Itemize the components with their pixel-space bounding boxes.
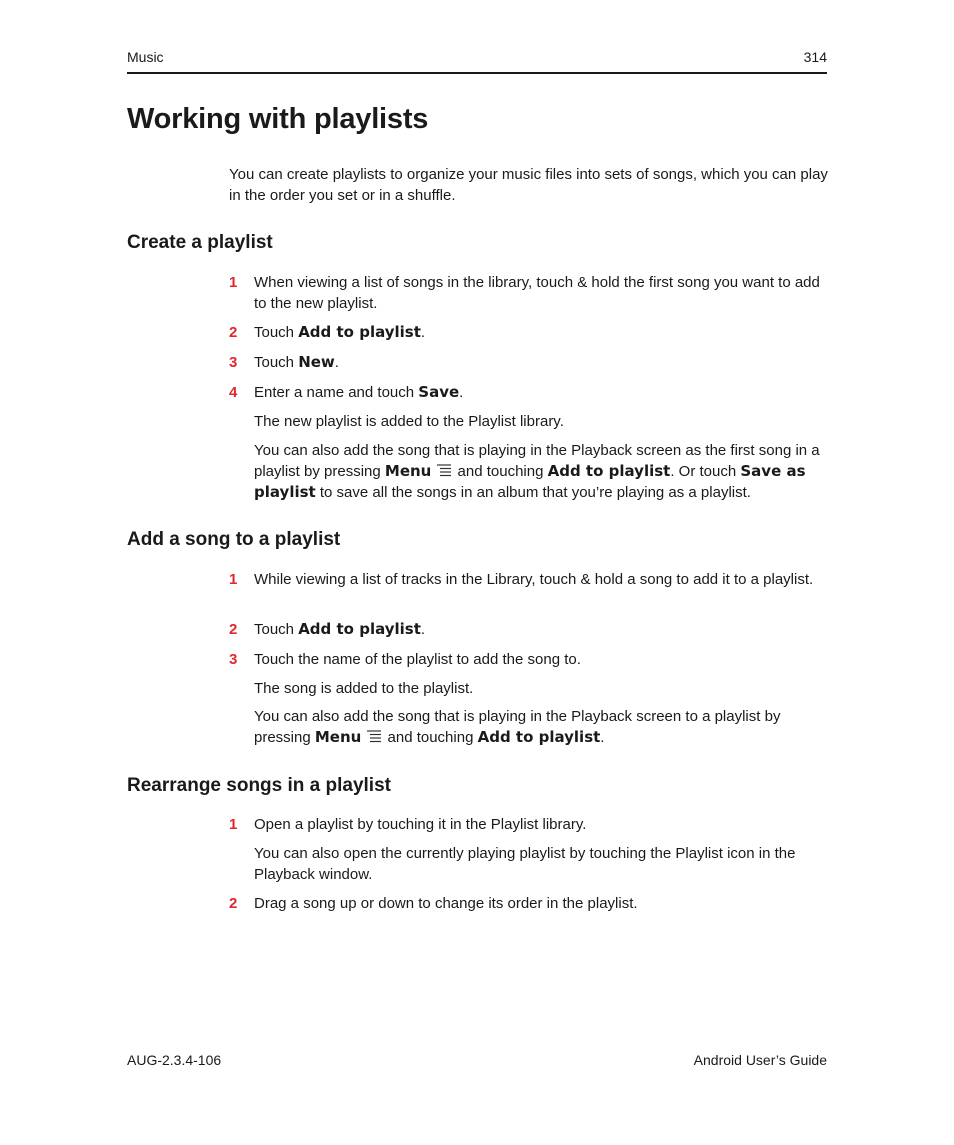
step-number: 1 [229, 571, 238, 588]
create-step-3 [229, 352, 829, 373]
create-step-1 [229, 272, 829, 314]
ui-label: New [298, 353, 335, 371]
ui-label: Add to playlist [477, 728, 601, 746]
step-number: 1 [229, 816, 238, 833]
ui-label: Save as playlist [254, 462, 806, 501]
step-text: Drag a song up or down to change its order in the playlist. [254, 895, 638, 912]
ui-label: Menu [314, 728, 362, 746]
ui-label: Add to playlist [547, 462, 671, 480]
step-number: 2 [229, 621, 238, 638]
step-text: When viewing a list of songs in the library, touch & hold the first song you want to add to the new playlist. [254, 274, 820, 312]
create-note-1: The new playlist is added to the Playlist library. [254, 413, 564, 430]
ui-label: Add to playlist [298, 323, 421, 341]
header-page-number: 314 [803, 49, 827, 65]
heading-create-playlist: Create a playlist [127, 232, 273, 253]
header-section: Music [127, 49, 164, 65]
footer-doc-id: AUG-2.3.4-106 [127, 1052, 222, 1068]
step-text: While viewing a list of tracks in the Library, touch & hold a song to add it to a playlist. [254, 571, 814, 588]
step-number: 3 [229, 354, 238, 371]
step-number: 2 [229, 324, 238, 341]
step-number: 2 [229, 895, 238, 912]
add-note-2: You can also add the song that is playing in the Playback screen to a playlist by pressing Menu and touching Add to playlist. [254, 708, 781, 746]
add-note-1: The song is added to the playlist. [254, 680, 474, 697]
intro-paragraph: You can create playlists to organize your music files into sets of songs, which you can play in the order you set or in a shuffle. [229, 166, 828, 204]
step-text: Touch Add to playlist. [254, 323, 426, 341]
step-text: Touch the name of the playlist to add the song to. [254, 651, 581, 668]
rearrange-step-2 [229, 893, 829, 914]
add-step-2 [229, 619, 829, 640]
step-text: Open a playlist by touching it in the Playlist library. [254, 816, 587, 833]
create-step-4 [229, 382, 829, 403]
step-text: Enter a name and touch Save. [254, 383, 464, 401]
rearrange-step-1 [229, 814, 829, 835]
ui-label: Add to playlist [298, 620, 421, 638]
step-text: Touch New. [254, 353, 339, 371]
page-header [127, 48, 827, 74]
ui-label: Menu [384, 462, 432, 480]
step-number: 1 [229, 274, 238, 291]
heading-rearrange: Rearrange songs in a playlist [127, 775, 391, 796]
add-step-3 [229, 649, 829, 670]
step-number: 4 [229, 384, 238, 401]
menu-icon [367, 730, 381, 744]
step-number: 3 [229, 651, 238, 668]
create-step-2 [229, 322, 829, 343]
create-note-2: You can also add the song that is playing in the Playback screen as the first song in a playlist by pressing Menu and touching Add to playlist. Or touch Save as playlist to save all the songs in an album that you’re playing as a playlist. [254, 442, 820, 501]
heading-add-song: Add a song to a playlist [127, 529, 341, 550]
page-title: Working with playlists [127, 103, 429, 135]
step-text: Touch Add to playlist. [254, 620, 426, 638]
menu-icon [437, 464, 451, 478]
footer-guide-title: Android User’s Guide [693, 1052, 827, 1068]
page-footer [127, 1052, 827, 1072]
add-step-1 [229, 569, 829, 590]
rearrange-note-1: You can also open the currently playing playlist by touching the Playlist icon in the Playback window. [254, 845, 796, 883]
ui-label: Save [418, 383, 460, 401]
